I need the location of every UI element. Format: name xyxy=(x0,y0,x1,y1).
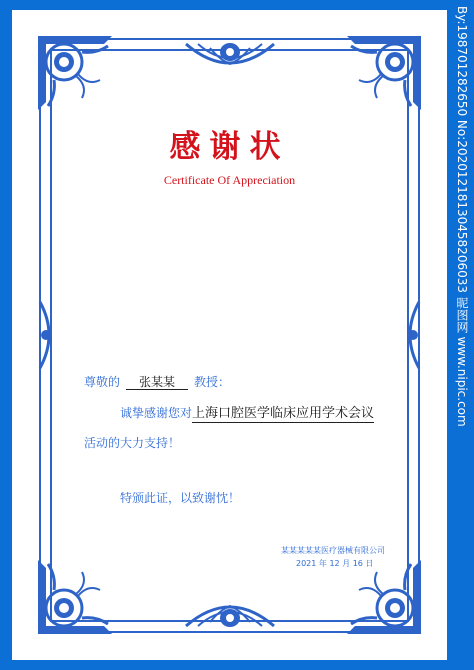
event-name: 上海口腔医学临床应用学术会议 xyxy=(192,406,375,421)
recipient-name: 张某某 xyxy=(126,376,188,390)
support-line: 活动的大力支持！ xyxy=(84,436,181,450)
issue-date: 2021 年 12 月 16 日 xyxy=(296,559,374,568)
thanks-prefix: 诚挚感谢您对 xyxy=(120,406,193,420)
certificate-subtitle: Certificate Of Appreciation xyxy=(163,173,296,187)
corner-ornament-top-left xyxy=(34,32,116,114)
corner-ornament-bottom-left xyxy=(34,556,116,638)
issuer-name: 某某某某某医疗器械有限公司 xyxy=(281,546,385,555)
greeting-prefix: 尊敬的 xyxy=(84,375,121,389)
thanks-line xyxy=(120,407,374,420)
top-center-ornament xyxy=(184,38,276,78)
greeting-suffix: 教授： xyxy=(194,375,231,389)
closing-line: 特颁此证，以致谢忱！ xyxy=(120,491,241,505)
certificate-title: 感谢状 xyxy=(169,129,290,165)
greeting-line xyxy=(84,376,230,390)
corner-ornament-top-right xyxy=(343,32,425,114)
right-side-ornament xyxy=(401,300,421,370)
left-side-ornament xyxy=(38,300,58,370)
certificate-sheet xyxy=(12,10,447,660)
bottom-center-ornament xyxy=(184,592,276,632)
watermark-text: By:19870128265​0 No:20201218130458206033 昵图网 www.nipic.com xyxy=(455,6,469,427)
